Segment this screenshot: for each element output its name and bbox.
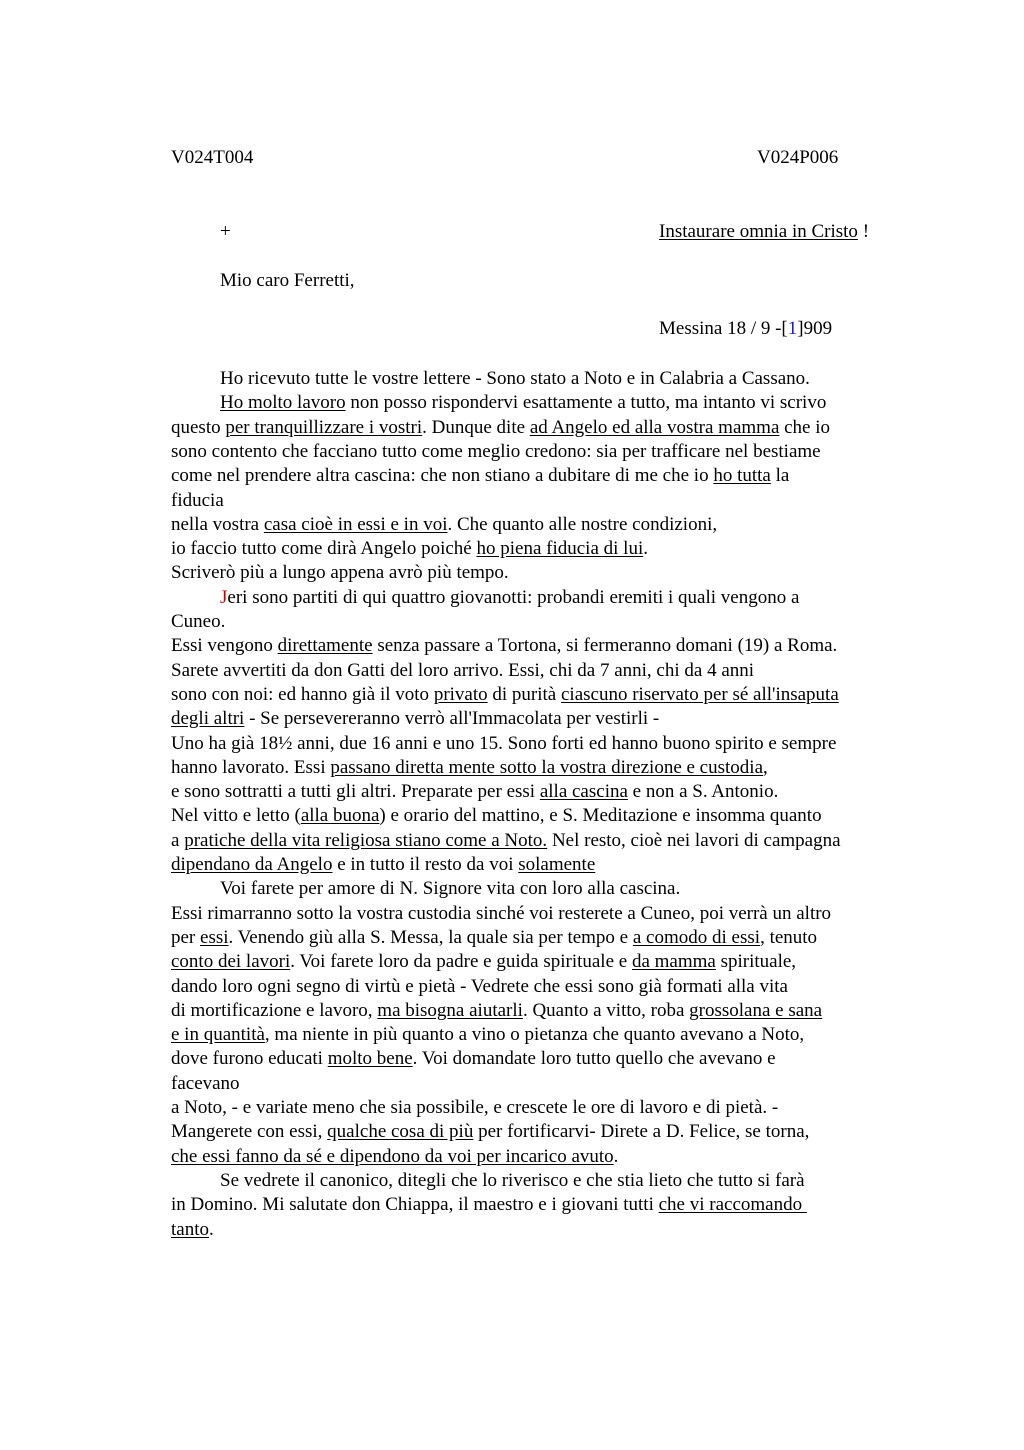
text-segment: Essi rimarranno sotto la vostra custodia sinché voi resterete a Cuneo, poi verrà un altro [171, 902, 832, 924]
text-segment: Cuneo. [171, 611, 226, 632]
body-line [171, 1120, 809, 1144]
text-segment: . Voi domandate loro tutto quello che avevano e [412, 1048, 776, 1070]
body-line [171, 950, 796, 974]
text-segment: - Se persevereranno verrò all'Immacolata per vestirli - [244, 708, 660, 730]
text-segment: . Voi farete loro da padre e guida spirituale e [290, 951, 632, 973]
text-segment: , [763, 756, 768, 778]
underlined-text: dipendano da Angelo [171, 854, 333, 875]
underlined-text: privato [433, 683, 488, 705]
underlined-text: ho piena fiducia di lui [476, 538, 644, 560]
text-segment: fiducia [171, 489, 224, 511]
date-suffix: ]909 [797, 318, 833, 339]
body-line [171, 1145, 618, 1169]
underlined-text: molto bene [327, 1048, 413, 1070]
date-prefix: Messina 18 / 9 -[ [659, 318, 788, 339]
text-segment: . [613, 1145, 619, 1167]
underlined-text: conto dei lavori [171, 951, 291, 973]
text-segment: Sarete avvertiti da don Gatti del loro arrivo. Essi, chi da 7 anni, chi da 4 anni [171, 659, 755, 681]
text-segment: sono contento che facciano tutto come meglio credono: sia per trafficare nel bestiame [171, 440, 821, 462]
text-segment: Nel vitto e letto ( [171, 805, 301, 827]
text-segment: ) e orario del mattino, e S. Meditazione e insomma quanto [379, 805, 822, 827]
text-segment: come nel prendere altra cascina: che non stiano a dubitare di me che io [171, 465, 714, 487]
text-segment: , tenuto [760, 926, 818, 948]
body-line [171, 659, 754, 683]
body-line [171, 804, 822, 828]
text-segment: J [220, 586, 228, 608]
text-segment: questo [171, 416, 226, 438]
text-segment: che io [779, 416, 831, 438]
body-line [171, 756, 768, 780]
date-mark: 1 [787, 318, 798, 339]
text-segment: dove furono educati [171, 1048, 328, 1070]
text-segment: sono con noi: ed hanno già il voto [171, 683, 434, 705]
text-segment: Se vedrete il canonico, ditegli che lo riverisco e che stia lieto che tutto si farà [220, 1169, 805, 1191]
text-segment: e in tutto il resto da voi [332, 854, 519, 875]
body-line [171, 975, 788, 999]
body-line [171, 732, 836, 756]
body-line [171, 999, 822, 1023]
body-line [171, 780, 778, 804]
body-line [171, 440, 821, 464]
text-segment: facevano [171, 1072, 240, 1094]
underlined-text: ciascuno riservato per sé all'insaputa [561, 683, 839, 705]
body-line [171, 416, 830, 440]
body-line [220, 877, 680, 901]
body-line [171, 489, 224, 513]
underlined-text: solamente [518, 854, 596, 875]
cross-mark: + [220, 221, 231, 242]
text-segment: Ho ricevuto tutte le vostre lettere - Sono stato a Noto e in Calabria a Cassano. [220, 368, 810, 389]
text-segment: di purità [487, 683, 561, 705]
underlined-text: tanto [171, 1218, 209, 1240]
underlined-text: ho tutta [713, 465, 771, 487]
underlined-text: grossolana e sana [689, 999, 823, 1021]
text-segment: . Dunque dite [422, 416, 530, 438]
text-segment: per fortificarvi- Direte a D. Felice, se torna, [473, 1121, 810, 1143]
body-line [220, 367, 810, 391]
underlined-text: Ho molto lavoro [220, 392, 346, 414]
text-segment: spirituale, [715, 951, 797, 973]
underlined-text: e in quantità [171, 1024, 265, 1046]
text-segment: io faccio tutto come dirà Angelo poiché [171, 538, 477, 560]
motto [659, 221, 869, 243]
text-segment: . Venendo giù alla S. Messa, la quale sia per tempo e [228, 926, 633, 948]
text-segment: Mangerete con essi, [171, 1121, 328, 1143]
text-segment: per [171, 926, 201, 948]
body-line [171, 561, 509, 585]
underlined-text: ad Angelo ed alla vostra mamma [529, 416, 780, 438]
ref-left: V024T004 [171, 147, 254, 168]
underlined-text: che essi fanno da sé e dipendono da voi per incarico avuto [171, 1145, 614, 1167]
body-line [171, 829, 841, 853]
body-line [220, 1169, 805, 1193]
text-segment: a Noto, - e variate meno che sia possibile, e crescete le ore di lavoro e di pietà. - [171, 1097, 779, 1118]
underlined-text: a comodo di essi [632, 926, 761, 948]
date-line [659, 318, 832, 340]
text-segment: senza passare a Tortona, si fermeranno domani (19) a Roma. [372, 635, 838, 657]
underlined-text: passano diretta mente sotto la vostra direzione e custodia [330, 756, 763, 778]
text-segment: eri sono partiti di qui quattro giovanotti: probandi eremiti i quali vengono a [227, 586, 800, 608]
body-line [171, 1047, 776, 1071]
underlined-text: essi [200, 926, 229, 948]
body-line [171, 707, 659, 731]
underlined-text: alla cascina [539, 781, 628, 803]
text-segment: Voi farete per amore di N. Signore vita con loro alla cascina. [220, 878, 681, 900]
text-segment: in Domino. Mi salutate don Chiappa, il maestro e i giovani tutti [171, 1194, 659, 1216]
underlined-text: qualche cosa di più [327, 1121, 474, 1143]
text-segment: e sono sottratti a tutti gli altri. Preparate per essi [171, 781, 540, 803]
text-segment: Essi vengono [171, 635, 278, 657]
text-segment: la [770, 465, 790, 487]
body-line [220, 586, 799, 610]
body-line [171, 537, 648, 561]
text-segment: Uno ha già 18½ anni, due 16 anni e uno 15. Sono forti ed hanno buono spirito e sempre [171, 732, 837, 754]
text-segment: Nel resto, cioè nei lavori di campagna [547, 829, 841, 851]
text-segment: non posso rispondervi esattamente a tutto, ma intanto vi scrivo [345, 392, 827, 414]
body-line [171, 683, 839, 707]
body-line [171, 1096, 778, 1120]
body-line [171, 1072, 240, 1096]
body-line [220, 391, 826, 415]
body-line [171, 634, 837, 658]
greeting: Mio caro Ferretti, [220, 270, 355, 291]
ref-right: V024P006 [757, 147, 839, 168]
text-segment: Scriverò più a lungo appena avrò più tempo. [171, 562, 509, 584]
text-segment: nella vostra [171, 513, 264, 535]
motto-text: Instaurare omnia in Cristo [659, 221, 858, 242]
underlined-text: alla buona [300, 805, 380, 827]
text-segment: . [643, 538, 648, 560]
underlined-text: per tranquillizzare i vostri [225, 416, 423, 438]
body-line [171, 513, 717, 537]
text-segment: a [171, 829, 185, 851]
text-segment: . [209, 1218, 214, 1240]
text-segment: dando loro ogni segno di virtù e pietà - Vedrete che essi sono già formati alla vita [171, 975, 788, 997]
body-line [171, 902, 831, 926]
body-line [171, 1218, 214, 1242]
underlined-text: ma bisogna aiutarli [377, 999, 523, 1021]
underlined-text: degli altri [171, 708, 245, 730]
text-segment: e non a S. Antonio. [627, 781, 779, 803]
underlined-text: da mamma [631, 951, 716, 973]
body-line [171, 610, 225, 634]
body-line [171, 853, 595, 877]
text-segment: di mortificazione e lavoro, [171, 999, 378, 1021]
text-segment: . Quanto a vitto, roba [522, 999, 690, 1021]
underlined-text: che vi raccomando [658, 1194, 807, 1216]
body-line [171, 926, 817, 950]
text-segment: . Che quanto alle nostre condizioni, [447, 513, 718, 535]
underlined-text: pratiche della vita religiosa stiano come a Noto. [184, 829, 548, 851]
body-line [171, 464, 789, 488]
text-segment: hanno lavorato. Essi [171, 756, 331, 778]
text-segment: , ma niente in più quanto a vino o pietanza che quanto avevano a Noto, [264, 1024, 805, 1046]
body-line [171, 1193, 807, 1217]
underlined-text: casa cioè in essi e in voi [263, 513, 448, 535]
motto-suffix: ! [857, 221, 870, 242]
underlined-text: direttamente [277, 635, 373, 657]
body-line [171, 1023, 804, 1047]
